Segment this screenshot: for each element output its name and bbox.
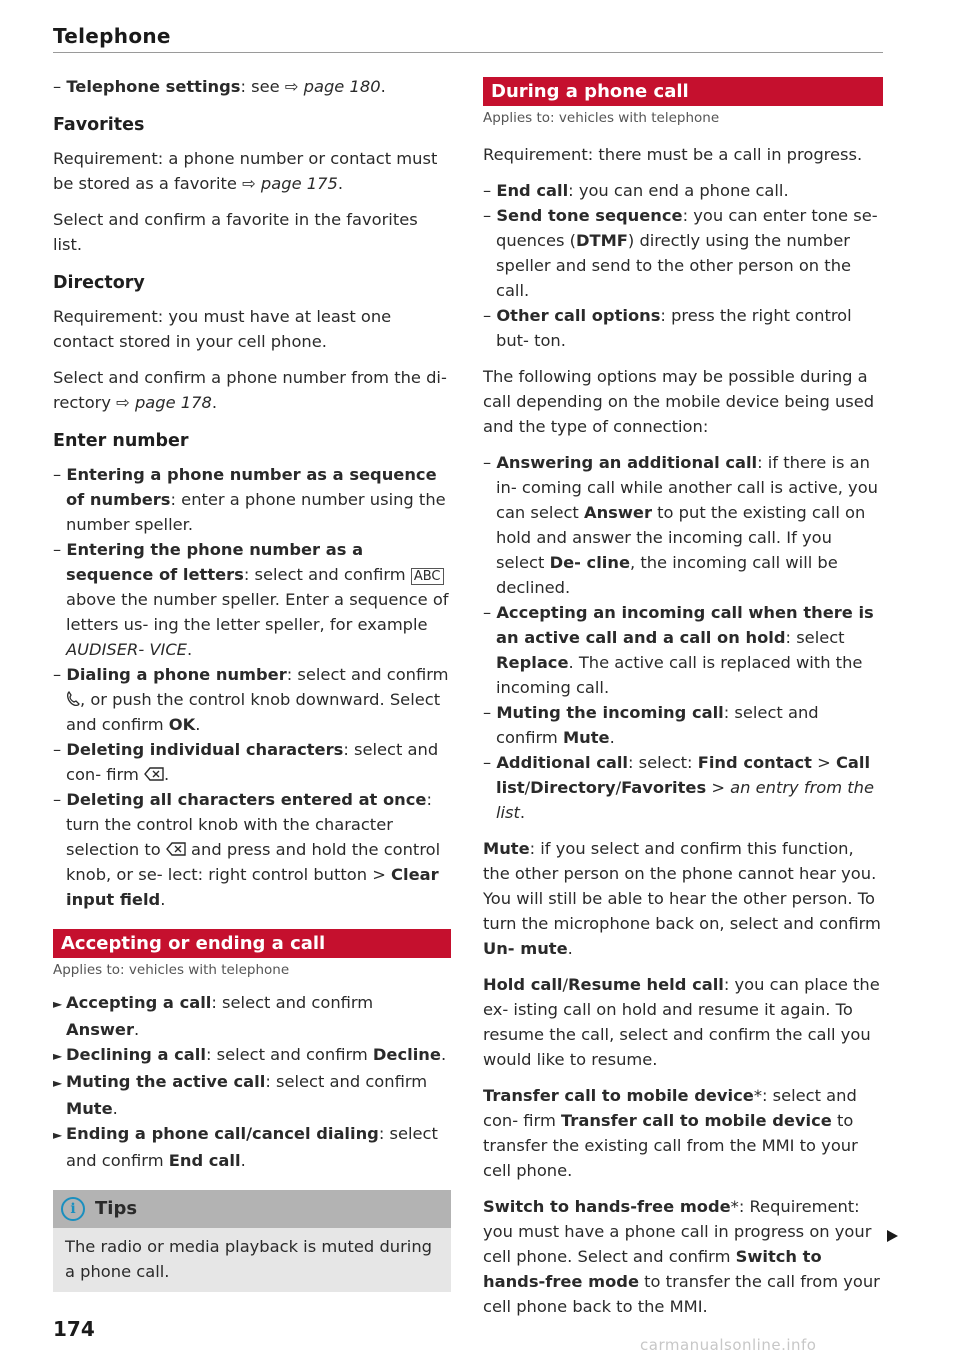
backspace-icon <box>144 765 164 784</box>
info-icon: i <box>61 1197 85 1221</box>
left-column <box>53 74 451 1292</box>
list-item: ► Muting the active call: select and confirm Mute. <box>53 1072 428 1118</box>
telephone-settings-item: – Telephone settings: see ⇨ page 180. <box>53 77 386 96</box>
section-title-accepting: Accepting or ending a call <box>53 929 451 958</box>
enter-number-heading: Enter number <box>53 431 189 451</box>
list-item: – Entering the phone number as a sequence of letters: select and confirm ABC above the number speller. Enter a sequence of letters us- ing the letter speller, for example AUDISER- VICE. <box>53 540 449 659</box>
list-item: – Accepting an incoming call when there is an active call and a call on hold: select Replace. The active call is replaced with the incoming call. <box>483 603 874 697</box>
directory-select: Select and confirm a phone number from the di- rectory ⇨ page 178. <box>53 368 447 412</box>
requirement-text: Requirement: there must be a call in progress. <box>483 145 863 164</box>
watermark: carmanualsonline.info <box>640 1336 817 1354</box>
list-item: – Deleting individual characters: select and con- firm . <box>53 740 439 784</box>
list-item: – End call: you can end a phone call. <box>483 181 789 200</box>
tips-header <box>53 1190 451 1228</box>
section-title-during-call: During a phone call <box>483 77 883 106</box>
mute-paragraph: Mute: if you select and confirm this function, the other person on the phone cannot hear you. You will still be able to hear the other person. To turn the microphone back on, select and confirm Un- mute. <box>483 839 881 958</box>
list-item: – Answering an additional call: if there is an in- coming call while another call is active, you can select Answer to put the existing call on hold and answer the incoming call. If you select De- cline, the incoming call will be declined. <box>483 453 878 597</box>
continue-arrow-icon <box>887 1230 898 1242</box>
list-item: – Entering a phone number as a sequence of numbers: enter a phone number using the number speller. <box>53 465 446 534</box>
directory-requirement: Requirement: you must have at least one contact stored in your cell phone. <box>53 307 392 351</box>
list-item: – Other call options: press the right control but- ton. <box>483 306 852 350</box>
directory-heading: Directory <box>53 273 145 293</box>
header-divider <box>53 52 883 53</box>
list-item: – Additional call: select: Find contact > Call list/Directory/Favorites > an entry from the list. <box>483 753 875 822</box>
favorites-select: Select and confirm a favorite in the favorites list. <box>53 210 418 254</box>
applies-to-note: Applies to: vehicles with telephone <box>483 110 720 126</box>
list-item: – Dialing a phone number: select and confirm , or push the control knob downward. Select and confirm OK. <box>53 665 449 734</box>
page-header-title: Telephone <box>53 24 171 48</box>
list-item: ► Ending a phone call/cancel dialing: select and confirm End call. <box>53 1124 438 1170</box>
list-item: – Send tone sequence: you can enter tone se- quences (DTMF) directly using the number speller and send to the other person on the call. <box>483 206 878 300</box>
hold-call-paragraph: Hold call/Resume held call: you can place the ex- isting call on hold and resume it again. To resume the call, select and confirm the call you would like to resume. <box>483 975 880 1069</box>
options-intro: The following options may be possible during a call depending on the mobile device being used and the type of connection: <box>483 367 875 436</box>
page-reference[interactable]: ⇨ page 178 <box>116 393 212 412</box>
page-reference[interactable]: ⇨ page 180 <box>284 77 381 96</box>
favorites-requirement: Requirement: a phone number or contact must be stored as a favorite ⇨ page 175. <box>53 149 438 193</box>
backspace-icon <box>166 840 186 859</box>
right-column <box>483 77 883 1319</box>
favorites-heading: Favorites <box>53 115 145 135</box>
page-number: 174 <box>53 1317 95 1341</box>
list-item: ► Accepting a call: select and confirm Answer. <box>53 993 374 1039</box>
tips-body-text: The radio or media playback is muted during a phone call. <box>65 1237 432 1281</box>
abc-key-label: ABC <box>411 568 444 585</box>
hands-free-paragraph: Switch to hands-free mode*: Requirement: you must have a phone call in progress on your cell phone. Select and confirm Switch to hands-free mode to transfer the call from your cell phone back to the MMI. <box>483 1197 880 1316</box>
tips-box <box>53 1190 451 1292</box>
tips-title: Tips <box>95 1198 138 1219</box>
list-item: – Deleting all characters entered at once: turn the control knob with the character selection to and press and hold the control knob, or se- lect: right control button > Clear input field. <box>53 790 441 909</box>
list-item: – Muting the incoming call: select and confirm Mute. <box>483 703 819 747</box>
phone-handset-icon <box>66 690 80 709</box>
list-item: ► Declining a call: select and confirm Decline. <box>53 1045 447 1064</box>
page-reference[interactable]: ⇨ page 175 <box>242 174 338 193</box>
applies-to-note: Applies to: vehicles with telephone <box>53 962 290 978</box>
transfer-call-paragraph: Transfer call to mobile device*: select and con- firm Transfer call to mobile device to transfer the existing call from the MMI to your cell phone. <box>483 1086 858 1180</box>
